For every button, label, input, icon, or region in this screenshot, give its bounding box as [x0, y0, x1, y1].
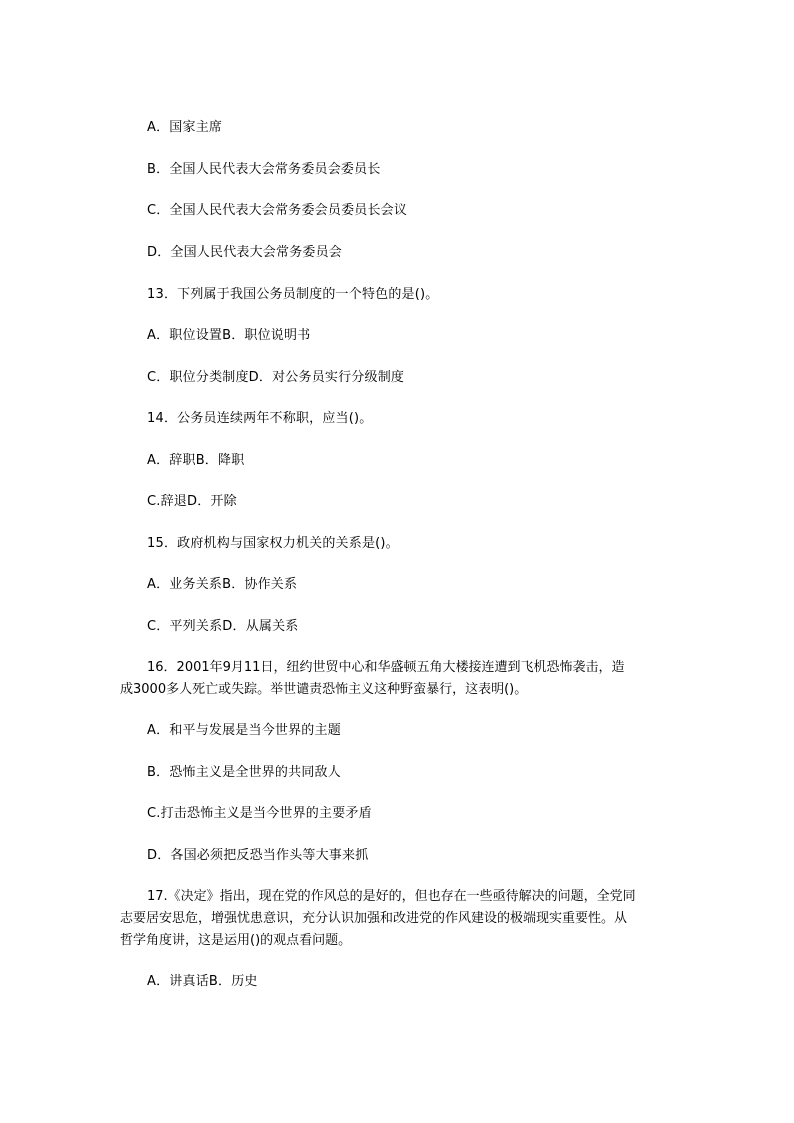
question-16-line-2: 成3000多人死亡或失踪。举世谴责恐怖主义这种野蛮暴行，这表明()。 — [120, 682, 528, 697]
option-line: C.打击恐怖主义是当今世界的主要矛盾 — [147, 806, 372, 821]
question-17-line-1: 17.《决定》指出，现在党的作风总的是好的，但也存在一些亟待解决的问题，全党同 — [147, 889, 636, 904]
option-line: A．职位设置B．职位说明书 — [147, 328, 311, 343]
question-13: 13．下列属于我国公务员制度的一个特色的是()。 — [147, 287, 439, 302]
question-17-line-3: 哲学角度讲，这是运用()的观点看问题。 — [120, 933, 352, 948]
option-line: C.辞退D．开除 — [147, 494, 237, 509]
question-17 — [120, 886, 680, 952]
option-line: C．全国人民代表大会常务委会员委员长会议 — [147, 203, 408, 218]
question-14: 14．公务员连续两年不称职，应当()。 — [147, 411, 373, 426]
option-line: A．和平与发展是当今世界的主题 — [147, 723, 341, 738]
question-16 — [120, 657, 680, 701]
question-17-line-2: 志要居安思危，增强忧患意识，充分认识加强和改进党的作风建设的极端现实重要性。从 — [120, 911, 628, 926]
option-line: C．平列关系D．从属关系 — [147, 619, 299, 634]
question-16-line-1: 16．2001年9月11日，纽约世贸中心和华盛顿五角大楼接连遭到飞机恐怖袭击，造 — [147, 660, 625, 675]
option-line: B．恐怖主义是全世界的共同敌人 — [147, 765, 341, 780]
option-line: C．职位分类制度D．对公务员实行分级制度 — [147, 370, 405, 385]
option-line: A．国家主席 — [147, 120, 223, 135]
question-15: 15．政府机构与国家权力机关的关系是()。 — [147, 536, 399, 551]
option-line: B．全国人民代表大会常务委员会委员长 — [147, 162, 381, 177]
option-line: A．辞职B．降职 — [147, 453, 245, 468]
option-line: D．全国人民代表大会常务委员会 — [147, 245, 343, 260]
option-line: A．讲真话B．历史 — [147, 974, 258, 989]
option-line: A．业务关系B．协作关系 — [147, 577, 298, 592]
option-line: D．各国必须把反恐当作头等大事来抓 — [147, 848, 369, 863]
